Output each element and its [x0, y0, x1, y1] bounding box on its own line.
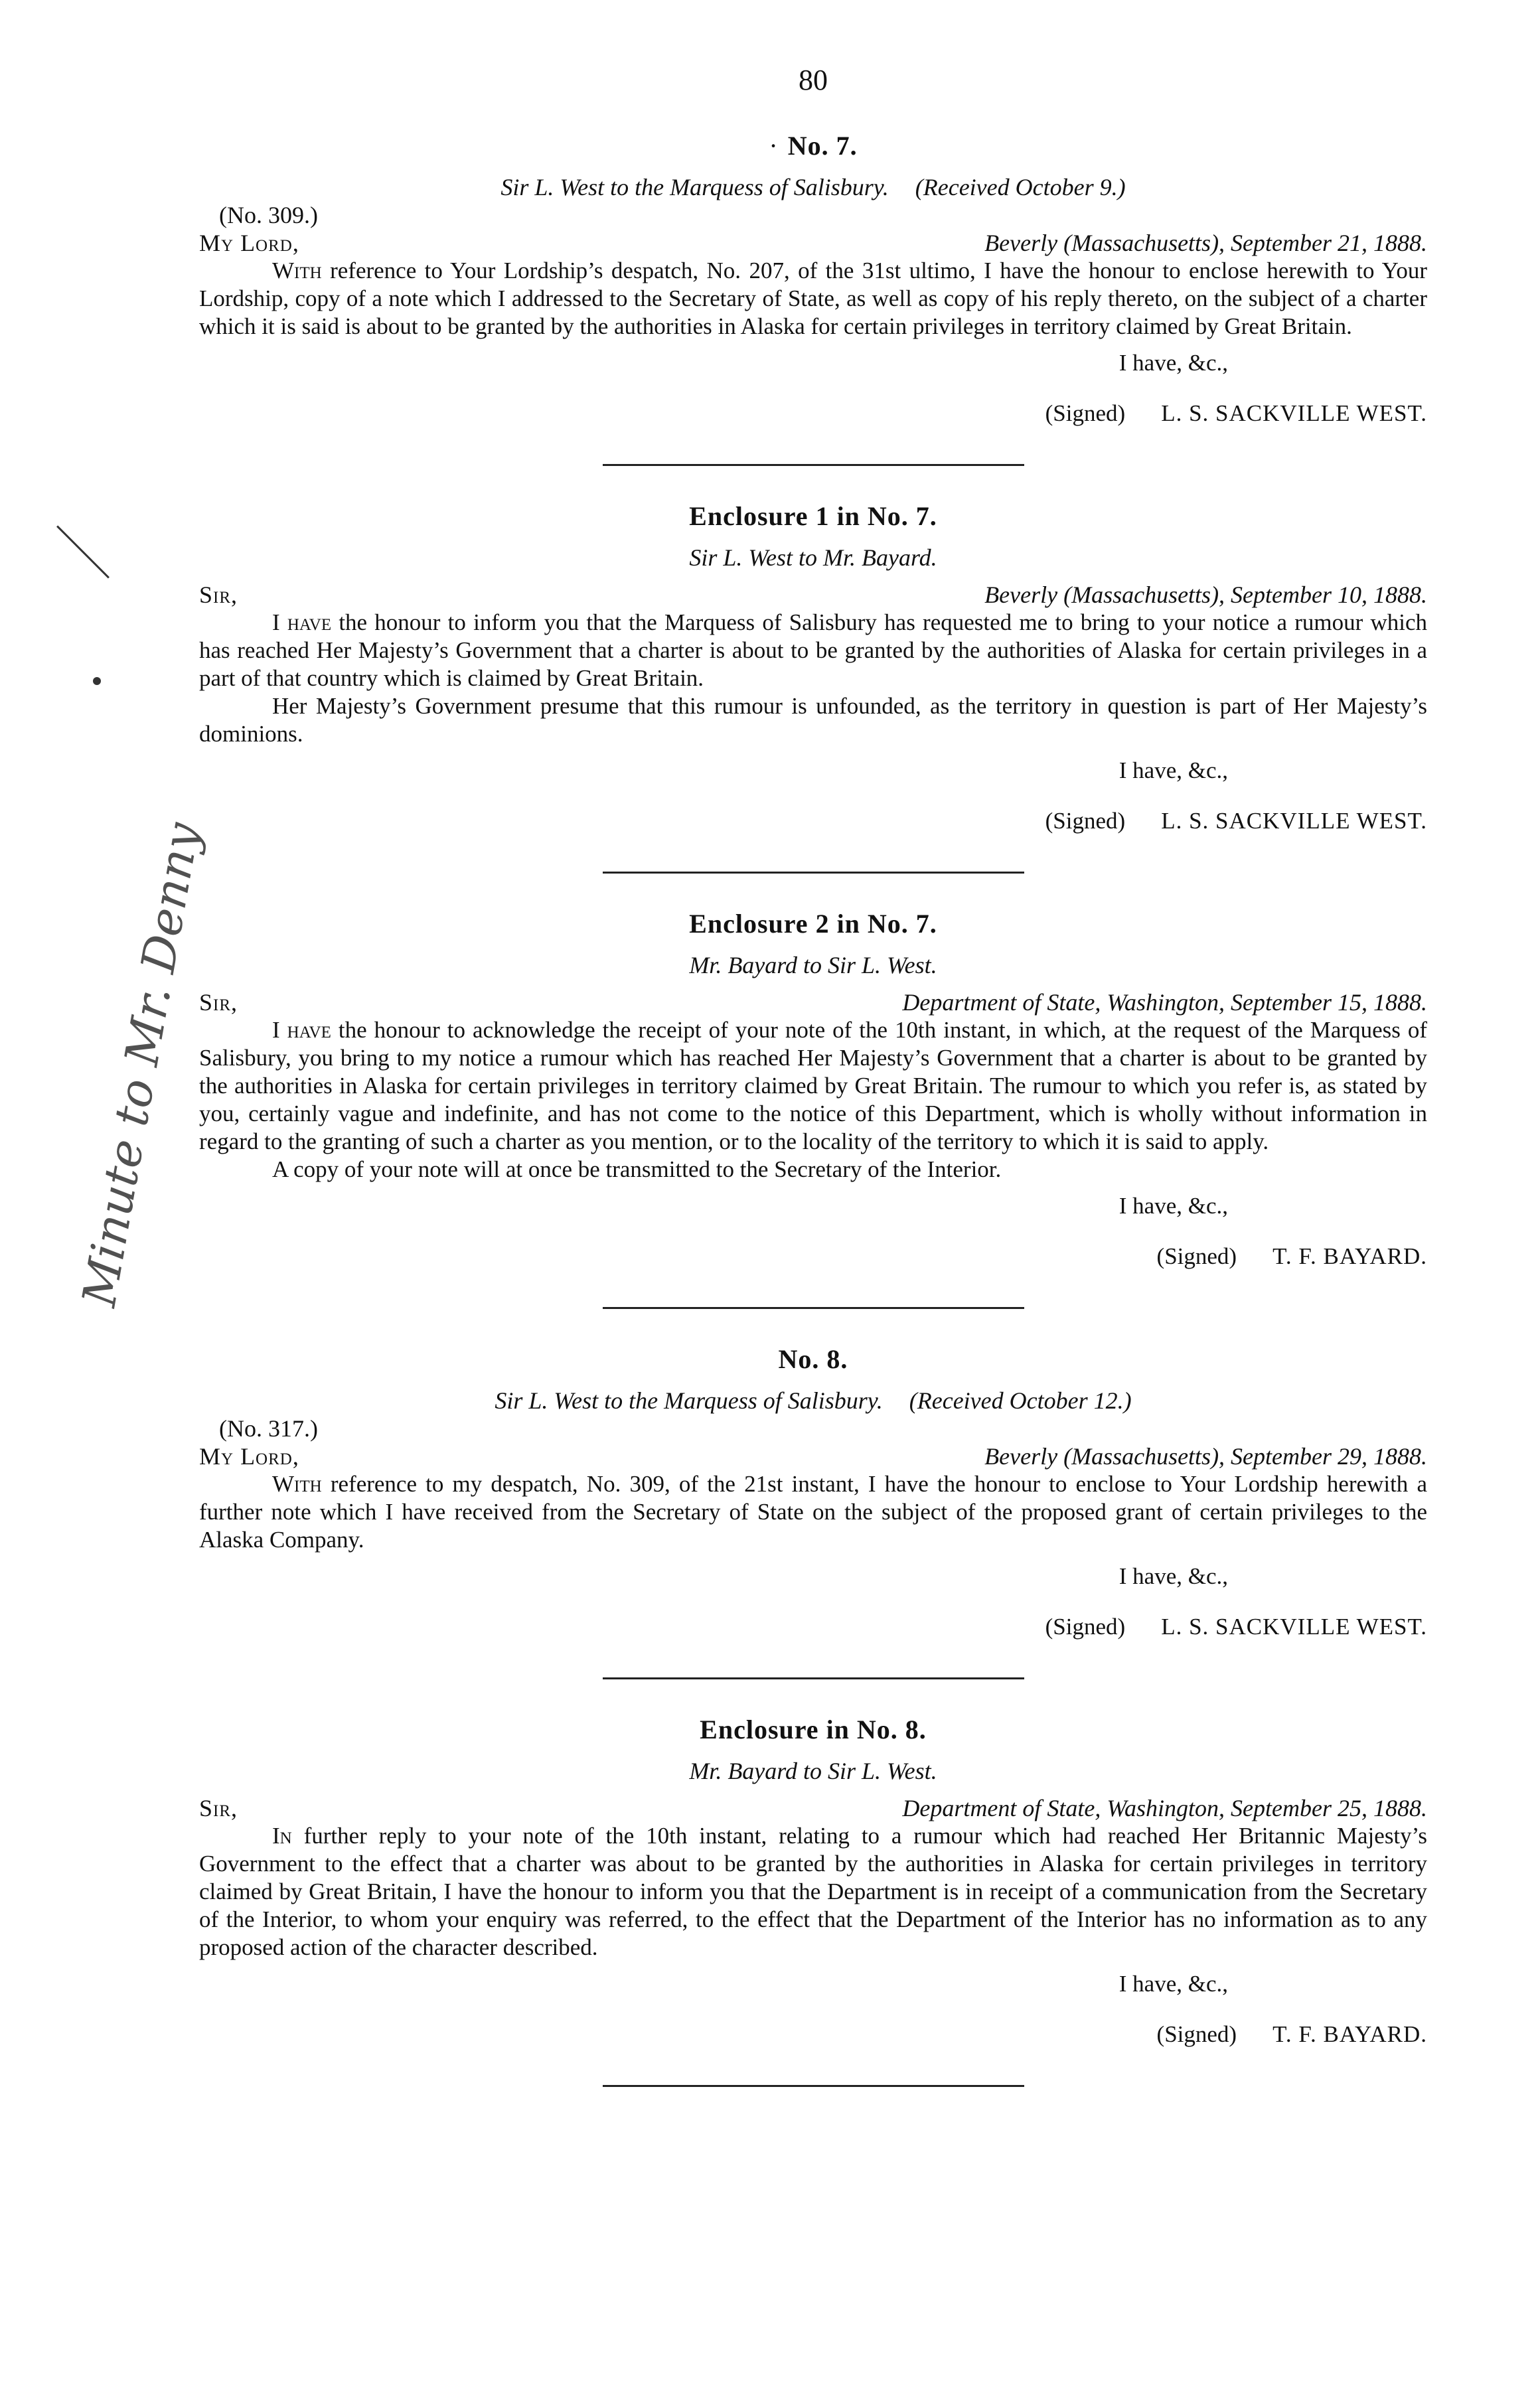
- body-text: reference to my despatch, No. 309, of the 21st instant, I have the honour to enclose to Your Lordship herewith a further note which I have received from the Secretary of State on the subject of the proposed grant of certain privileges to the Alaska Company.: [199, 1471, 1427, 1553]
- opening-word: With: [272, 1471, 322, 1497]
- place-date: Department of State, Washington, September 25, 1888.: [902, 1795, 1427, 1821]
- body-paragraph: Her Majesty’s Government presume that this rumour is unfounded, as the territory in question is part of Her Majesty’s dominions.: [199, 693, 1427, 747]
- body-paragraph: [199, 1470, 1427, 1554]
- body-text: further reply to your note of the 10th instant, relating to a rumour which had reached Her Britannic Majesty’s Government to the effect that a charter was about to be granted by the authorities in Alaska for certain privileges in territory claimed by Great Britain, I have the honour to inform you that the Department is in receipt of a communication from the Secretary of the Interior, to whom your enquiry was referred, to the effect that the Department of the Interior has no information as to any proposed action of the character described.: [199, 1823, 1428, 1960]
- bullet-dot: ·: [769, 131, 779, 161]
- signature-name: L. S. SACKVILLE WEST.: [1161, 1614, 1427, 1640]
- section-no-8: [199, 1344, 1427, 1640]
- body-text: reference to Your Lordship’s despatch, No. 207, of the 31st ultimo, I have the honour to enclose herewith to Your Lordship, copy of a note which I addressed to the Secretary of State, as well as copy of his reply thereto, on the subject of a charter which it is said is about to be granted by the authorities in Alaska for certain privileges in territory claimed by Great Britain.: [199, 258, 1427, 339]
- despatch-number: (No. 317.): [219, 1415, 318, 1442]
- document-page: [199, 63, 1427, 2121]
- section-subheading: [199, 173, 1427, 201]
- body-text: the honour to acknowledge the receipt of your note of the 10th instant, in which, at the request of the Marquess of Salisbury, you bring to my notice a rumour which has reached Her Majesty’s Government that a charter is about to be granted by the authorities in Alaska for certain privileges in territory claimed by Great Britain. The rumour to which you refer is, as stated by you, certainly vague and indefinite, and has not come to the notice of this Department, which is wholly without information in regard to the granting of such a charter as you mention, or to the locality of the territory to which it is said to apply.: [199, 1017, 1428, 1154]
- section-divider: [603, 464, 1024, 466]
- section-no-7: [199, 130, 1427, 427]
- section-divider: [603, 1677, 1024, 1679]
- place-date: Beverly (Massachusetts), September 10, 1888.: [984, 581, 1427, 608]
- signature-row: [199, 2021, 1427, 2048]
- place-date: Beverly (Massachusetts), September 29, 1888.: [984, 1443, 1427, 1470]
- closing: I have, &c.,: [1118, 350, 1228, 376]
- signature-name: T. F. BAYARD.: [1272, 2021, 1427, 2047]
- closing: I have, &c.,: [1118, 1971, 1228, 1997]
- received-date: (Received October 12.): [909, 1387, 1132, 1414]
- signature-row: [199, 1614, 1427, 1640]
- received-date: (Received October 9.): [915, 174, 1126, 200]
- salutation: My Lord,: [199, 1443, 299, 1470]
- section-enclosure-1-no-7: [199, 500, 1427, 834]
- signature-name: L. S. SACKVILLE WEST.: [1161, 808, 1427, 834]
- body-paragraph: A copy of your note will at once be transmitted to the Secretary of the Interior.: [272, 1156, 1002, 1182]
- salutation-row: [199, 581, 1427, 609]
- salutation: Sir,: [199, 989, 238, 1016]
- signature-row: [199, 808, 1427, 834]
- margin-stroke-top-right: [93, 677, 101, 685]
- signature-name: L. S. SACKVILLE WEST.: [1161, 400, 1427, 426]
- section-divider: [603, 872, 1024, 874]
- section-heading: Enclosure 2 in No. 7.: [689, 909, 937, 939]
- subheading-text: Sir L. West to the Marquess of Salisbury.: [495, 1387, 883, 1414]
- section-heading: Enclosure 1 in No. 7.: [689, 501, 937, 531]
- margin-handwritten-note: Minute to Mr. Denny: [72, 818, 210, 1311]
- heading-text: No. 7.: [787, 131, 858, 161]
- opening-word: I have: [272, 1017, 331, 1043]
- section-heading: No. 8.: [778, 1344, 848, 1374]
- despatch-number: (No. 309.): [219, 202, 318, 228]
- signed-label: (Signed): [1045, 808, 1126, 834]
- section-subheading: Sir L. West to Mr. Bayard.: [689, 544, 937, 571]
- opening-word: In: [272, 1823, 292, 1849]
- section-heading: Enclosure in No. 8.: [700, 1715, 927, 1744]
- place-date: Beverly (Massachusetts), September 21, 1888.: [984, 230, 1427, 256]
- closing: I have, &c.,: [1118, 1193, 1228, 1219]
- section-subheading: [199, 1387, 1427, 1415]
- signed-label: (Signed): [1045, 400, 1126, 426]
- closing: I have, &c.,: [1118, 757, 1228, 783]
- margin-stroke-top-left: [56, 526, 110, 579]
- section-divider: [603, 1307, 1024, 1309]
- body-paragraph: [199, 257, 1427, 341]
- salutation: Sir,: [199, 1795, 238, 1821]
- salutation: My Lord,: [199, 230, 299, 256]
- salutation-row: [199, 988, 1427, 1016]
- signature-name: T. F. BAYARD.: [1272, 1243, 1427, 1269]
- salutation-row: [199, 1794, 1427, 1822]
- section-enclosure-2-no-7: [199, 908, 1427, 1270]
- section-enclosure-no-8: [199, 1714, 1427, 2048]
- signed-label: (Signed): [1156, 2021, 1237, 2047]
- closing: I have, &c.,: [1118, 1563, 1228, 1589]
- subheading-text: Sir L. West to the Marquess of Salisbury.: [501, 174, 889, 200]
- body-paragraph: [199, 609, 1427, 692]
- salutation: Sir,: [199, 581, 238, 608]
- body-paragraph: [199, 1822, 1427, 1962]
- section-divider-final: [603, 2085, 1024, 2087]
- opening-word: With: [272, 258, 322, 283]
- signed-label: (Signed): [1045, 1614, 1126, 1640]
- section-subheading: Mr. Bayard to Sir L. West.: [689, 1758, 937, 1784]
- signature-row: [199, 400, 1427, 427]
- body-text: the honour to inform you that the Marquess of Salisbury has requested me to bring to your notice a rumour which has reached Her Majesty’s Government that a charter is about to be granted by the authorities of Alaska for certain privileges in a part of that country which is claimed by Great Britain.: [199, 609, 1428, 691]
- salutation-row: [199, 229, 1427, 257]
- body-paragraph: [199, 1016, 1427, 1156]
- signed-label: (Signed): [1156, 1243, 1237, 1269]
- section-subheading: Mr. Bayard to Sir L. West.: [689, 952, 937, 978]
- page-number: 80: [799, 64, 828, 96]
- signature-row: [199, 1243, 1427, 1270]
- salutation-row: [199, 1442, 1427, 1470]
- opening-word: I have: [272, 609, 332, 635]
- place-date: Department of State, Washington, September 15, 1888.: [902, 989, 1427, 1016]
- section-heading: [199, 130, 1427, 161]
